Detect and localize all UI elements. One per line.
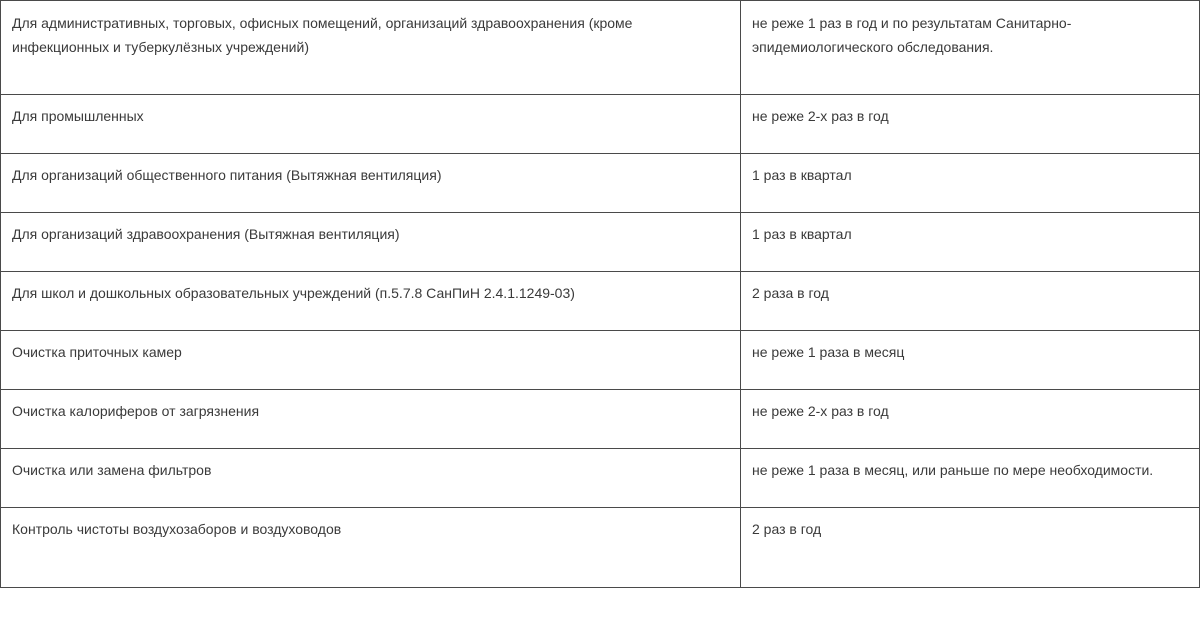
table-row [1,331,1200,390]
object-cell: Для организаций общественного питания (Вытяжная вентиляция) [1,154,741,213]
object-cell: Контроль чистоты воздухозаборов и воздуховодов [1,508,741,588]
object-cell: Для организаций здравоохранения (Вытяжная вентиляция) [1,213,741,272]
frequency-cell: не реже 1 раза в месяц, или раньше по мере необходимости. [741,449,1200,508]
frequency-cell: не реже 1 раза в месяц [741,331,1200,390]
frequency-cell: 1 раз в квартал [741,213,1200,272]
frequency-cell: 2 раза в год [741,272,1200,331]
object-cell: Для школ и дошкольных образовательных учреждений (п.5.7.8 СанПиН 2.4.1.1249-03) [1,272,741,331]
object-cell: Для административных, торговых, офисных помещений, организаций здравоохранения (кроме инфекционных и туберкулёзных учреждений) [1,1,741,95]
table-row [1,1,1200,95]
table-row [1,449,1200,508]
object-cell: Очистка или замена фильтров [1,449,741,508]
frequency-cell: 2 раз в год [741,508,1200,588]
frequency-cell: 1 раз в квартал [741,154,1200,213]
table-row [1,213,1200,272]
table-row [1,95,1200,154]
table-row [1,390,1200,449]
frequency-cell: не реже 2-х раз в год [741,95,1200,154]
object-cell: Очистка приточных камер [1,331,741,390]
frequency-cell: не реже 2-х раз в год [741,390,1200,449]
table-row [1,272,1200,331]
object-cell: Для промышленных [1,95,741,154]
frequency-cell: не реже 1 раз в год и по результатам Санитарно-эпидемиологического обследования. [741,1,1200,95]
object-cell: Очистка калориферов от загрязнения [1,390,741,449]
table-row [1,154,1200,213]
table-row [1,508,1200,588]
